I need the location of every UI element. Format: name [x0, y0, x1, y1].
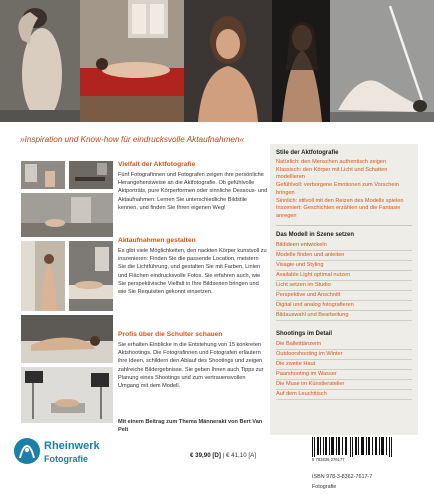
photo-red-sofa	[80, 0, 184, 122]
price	[190, 452, 256, 459]
thumb-studio	[20, 192, 114, 238]
list-item: Klassisch: den Körper mit Licht und Schatten modellieren	[276, 166, 388, 181]
section-design	[118, 237, 268, 296]
sidebar-shootings-title: Shootings im Detail	[276, 330, 333, 337]
list-item: Die Balletttänzerin	[276, 340, 412, 350]
sidebar-model	[270, 226, 418, 321]
section-body: Es gibt viele Möglichkeiten, den nackten Körper kunstvoll zu inszenieren: Finden Sie die passende Location, meistern Sie die Lichtführung, und gestalten Sie mit Farben, Linien und Flächen eindrucksvolle Fotos. Sie erfahren auch, wie Sie perspektivische Vielfalt in Ihre Bildserien bringen und wie Sie Requisiten gekonnt einsetzen.	[118, 248, 267, 296]
list-item: Visagie und Styling	[276, 261, 412, 271]
rheinwerk-logo-icon	[14, 438, 40, 464]
list-item: Outdoorshooting im Winter	[276, 350, 412, 360]
list-item: Bildideen entwickeln	[276, 241, 412, 251]
contribution-note: Mit einem Beitrag zum Thema Männerakt von Bert Van Pelt	[118, 419, 263, 434]
list-item: Paarshooting im Wasser	[276, 370, 412, 380]
list-item: Natürlich: den Menschen authentisch zeigen	[276, 159, 387, 165]
section-pros	[118, 331, 268, 390]
list-item: Bildauswahl und Bearbeitung	[276, 311, 412, 321]
barcode-number: 9 783836 276177	[312, 457, 345, 462]
thumb-photo-studio-setup	[20, 366, 114, 424]
list-item: Modelle finden und anleiten	[276, 251, 412, 261]
photo-torso	[0, 0, 80, 122]
list-item: Sinnlich: stilvoll mit den Reizen des Modells spielen	[276, 197, 404, 204]
barcode	[312, 437, 392, 457]
section-body: Fünf Fotografinnen und Fotografen zeigen ihre persönliche Herangehensweise an die Aktfotografie. Ob gefühlvolle Aktporträts, pure Körperformen oder sinnliche Dessous- und Aktaufnahmen: Lernen Sie unterschiedliche Bildstile kennen, und finden Sie Ihren eigenen Weg!	[118, 172, 268, 211]
thumb-table	[68, 160, 114, 190]
list-item: Licht setzen im Studio	[276, 281, 412, 291]
thumb-bed-pose	[20, 314, 114, 364]
section-body: Sie erhalten Einblicke in die Entstehung von 15 konkreten Aktshootings. Die Fotografinnen und Fotografen erläutern ihre Ideen, schildern den Ablauf des Shootings und zeigen zahlreiche Bildergebnisse. Sie geben Ihnen auch Tipps zur Planung eines Shootings und zum vertrauensvollen Umgang mit dem Modell.	[118, 342, 264, 390]
thumb-window-room	[20, 160, 66, 190]
photo-portrait	[184, 0, 272, 122]
list-item: Available Light optimal nutzen	[276, 271, 412, 281]
tagline: »Inspiration und Know-how für eindrucksvolle Aktaufnahmen«	[20, 135, 245, 144]
sidebar-styles-title: Stile der Aktfotografie	[276, 150, 339, 156]
genre-label: Fotografie	[312, 484, 337, 490]
thumb-curtain	[20, 240, 66, 312]
price-de: € 39,90 [D]	[190, 452, 221, 459]
list-item: Perspektive und Anschnitt	[276, 291, 412, 301]
section-title: Profis über die Schulter schauen	[118, 331, 223, 338]
list-item: Inszeniert: Geschichten erzählen und die Fantasie anregen	[276, 205, 401, 220]
price-at: € 41,10 [A]	[226, 452, 256, 459]
publisher-name: Rheinwerk	[44, 440, 100, 452]
isbn: ISBN 978-3-8362-7617-7	[312, 474, 373, 480]
list-item: Auf dem Leuchttisch	[276, 390, 412, 400]
publisher-imprint: Fotografie	[44, 454, 88, 464]
cover-photo-strip	[0, 0, 434, 122]
section-variety	[118, 161, 268, 212]
thumb-bedroom	[68, 240, 114, 312]
photo-dark-figure	[272, 0, 330, 122]
sidebar-shootings	[270, 321, 418, 400]
sidebar-model-title: Das Modell in Szene setzen	[276, 231, 355, 238]
sidebar-styles	[270, 144, 418, 221]
list-item: Die zweite Haut	[276, 360, 412, 370]
publisher-logo	[14, 434, 104, 474]
list-item: Gefühlvoll: verborgene Emotionen zum Vorschein bringen	[276, 182, 399, 196]
price-separator: |	[222, 452, 227, 459]
contents-sidebar	[270, 144, 418, 435]
photo-reclining-figure	[330, 0, 434, 122]
list-item: Die Muse im Künstleratelier	[276, 380, 412, 390]
list-item: Digital und analog fotografieren	[276, 301, 412, 311]
section-title: Vielfalt der Aktfotografie	[118, 161, 196, 168]
section-title: Aktaufnahmen gestalten	[118, 237, 196, 244]
